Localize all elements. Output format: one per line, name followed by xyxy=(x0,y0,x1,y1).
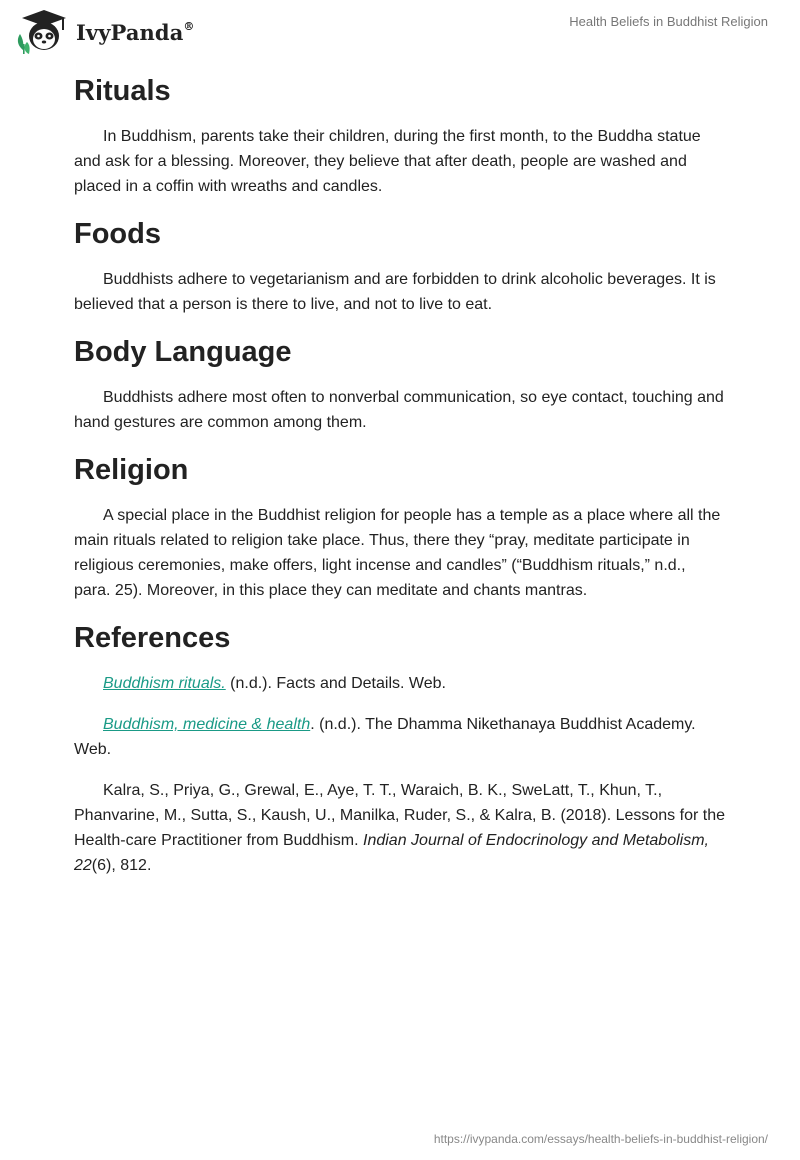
section-body-language xyxy=(74,331,726,435)
section-rituals xyxy=(74,70,726,199)
section-heading: Rituals xyxy=(74,75,171,107)
section-foods xyxy=(74,213,726,317)
reference-link-buddhism-rituals[interactable]: Buddhism rituals. xyxy=(103,675,226,692)
document-title: Health Beliefs in Buddhist Religion xyxy=(569,14,768,29)
panda-graduate-icon xyxy=(14,8,74,56)
section-heading: Religion xyxy=(74,454,189,486)
page-header xyxy=(0,0,800,60)
ivypanda-logo[interactable] xyxy=(14,8,195,56)
section-heading: Foods xyxy=(74,218,161,250)
brand-name: IvyPanda® xyxy=(76,19,195,45)
section-paragraph: A special place in the Buddhist religion for people has a temple as a place where all the main rituals related to religion take place. Thus, there they “pray, meditate participate in religious ceremonies, make offers, light incense and candles” (“Buddhism rituals,” n.d., para. 25). Moreover, in this place they can meditate and chants mantras. xyxy=(74,507,721,599)
section-paragraph: Buddhists adhere to vegetarianism and are forbidden to drink alcoholic beverages. It is believed that a person is there to live, and not to live to eat. xyxy=(74,271,716,313)
reference-link-buddhism-medicine-health[interactable]: Buddhism, medicine & health xyxy=(103,716,311,733)
essay-content xyxy=(74,70,726,894)
reference-item: Buddhism, medicine & health. (n.d.). The Dhamma Nikethanaya Buddhist Academy. Web. xyxy=(74,716,696,758)
journal-title: Indian Journal of Endocrinology and Metabolism, 22 xyxy=(74,832,709,874)
source-url: https://ivypanda.com/essays/health-beliefs-in-buddhist-religion/ xyxy=(433,1132,768,1146)
section-paragraph: Buddhists adhere most often to nonverbal communication, so eye contact, touching and hand gestures are common among them. xyxy=(74,389,724,431)
section-paragraph: In Buddhism, parents take their children, during the first month, to the Buddha statue and ask for a blessing. Moreover, they believe that after death, people are washed and placed in a coffin with wreaths and candles. xyxy=(74,128,701,195)
section-heading: Body Language xyxy=(74,336,292,368)
reference-item: Kalra, S., Priya, G., Grewal, E., Aye, T. T., Waraich, B. K., SweLatt, T., Khun, T., Phanvarine, M., Sutta, S., Kaush, U., Manilka, Ruder, S., & Kalra, B. (2018). Lessons for the Health-care Practitioner from Buddhism. Indian Journal of Endocrinology and Metabolism, 22(6), 812. xyxy=(74,782,725,874)
section-heading: References xyxy=(74,622,231,654)
reference-item: Buddhism rituals. (n.d.). Facts and Details. Web. xyxy=(103,675,446,692)
section-references xyxy=(74,617,726,878)
section-religion xyxy=(74,449,726,603)
